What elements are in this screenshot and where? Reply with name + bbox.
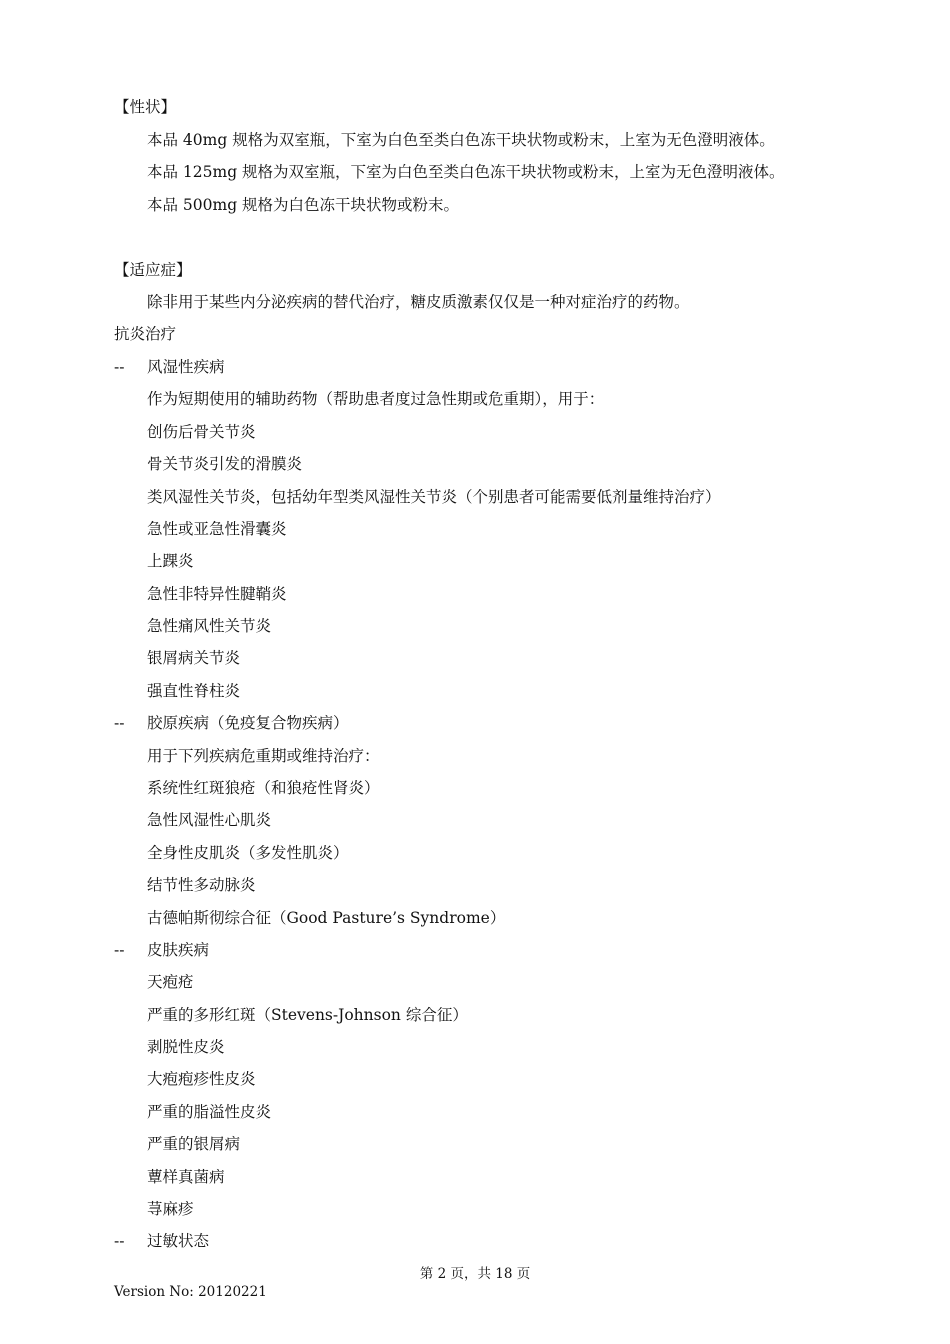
- list-item: 严重的银屑病: [147, 1135, 241, 1153]
- section-heading-properties: 【性状】: [114, 98, 177, 116]
- list-item: 急性非特异性腱鞘炎: [147, 585, 287, 603]
- list-item: 用于下列疾病危重期或维持治疗：: [147, 747, 380, 765]
- list-item: 强直性脊柱炎: [147, 682, 241, 700]
- group-title: 皮肤疾病: [147, 941, 210, 959]
- list-item: 急性风湿性心肌炎: [147, 811, 272, 829]
- list-item: 结节性多动脉炎: [147, 876, 256, 894]
- list-item: 作为短期使用的辅助药物（帮助患者度过急性期或危重期），用于：: [147, 390, 605, 408]
- list-item: 系统性红斑狼疮（和狼疮性肾炎）: [147, 779, 380, 797]
- group-title: 过敏状态: [147, 1232, 210, 1250]
- properties-line: 本品 40mg 规格为双室瓶，下室为白色至类白色冻干块状物或粉末，上室为无色澄明液体。: [147, 131, 775, 149]
- list-dash: --: [114, 1232, 125, 1250]
- list-item: 古德帕斯彻综合征（Good Pasture’s Syndrome）: [147, 909, 506, 927]
- group-title: 胶原疾病（免疫复合物疾病）: [147, 714, 349, 732]
- list-item: 急性或亚急性滑囊炎: [147, 520, 287, 538]
- list-item: 严重的多形红斑（Stevens-Johnson 综合征）: [147, 1006, 468, 1024]
- properties-line: 本品 500mg 规格为白色冻干块状物或粉末。: [147, 196, 460, 214]
- list-item: 银屑病关节炎: [147, 649, 241, 667]
- list-item: 创伤后骨关节炎: [147, 423, 256, 441]
- list-item: 全身性皮肌炎（多发性肌炎）: [147, 844, 349, 862]
- list-item: 蕈样真菌病: [147, 1168, 225, 1186]
- list-item: 天疱疮: [147, 973, 194, 991]
- indications-subheading: 抗炎治疗: [114, 325, 177, 343]
- page-number: 第 2 页，共 18 页: [419, 1266, 531, 1282]
- list-item: 骨关节炎引发的滑膜炎: [147, 455, 303, 473]
- list-item: 急性痛风性关节炎: [147, 617, 272, 635]
- list-item: 剥脱性皮炎: [147, 1038, 225, 1056]
- list-item: 荨麻疹: [147, 1200, 194, 1218]
- list-dash: --: [114, 714, 125, 732]
- section-heading-indications: 【适应症】: [114, 261, 192, 279]
- list-item: 大疱疱疹性皮炎: [147, 1070, 256, 1088]
- version-number: Version No: 20120221: [114, 1284, 267, 1300]
- properties-line: 本品 125mg 规格为双室瓶，下室为白色至类白色冻干块状物或粉末，上室为无色澄明液体。: [147, 163, 785, 181]
- list-dash: --: [114, 941, 125, 959]
- group-title: 风湿性疾病: [147, 358, 225, 376]
- indications-intro: 除非用于某些内分泌疾病的替代治疗，糖皮质激素仅仅是一种对症治疗的药物。: [147, 293, 690, 311]
- list-dash: --: [114, 358, 125, 376]
- list-item: 严重的脂溢性皮炎: [147, 1103, 272, 1121]
- list-item: 上踝炎: [147, 552, 194, 570]
- list-item: 类风湿性关节炎，包括幼年型类风湿性关节炎（个别患者可能需要低剂量维持治疗）: [147, 488, 721, 506]
